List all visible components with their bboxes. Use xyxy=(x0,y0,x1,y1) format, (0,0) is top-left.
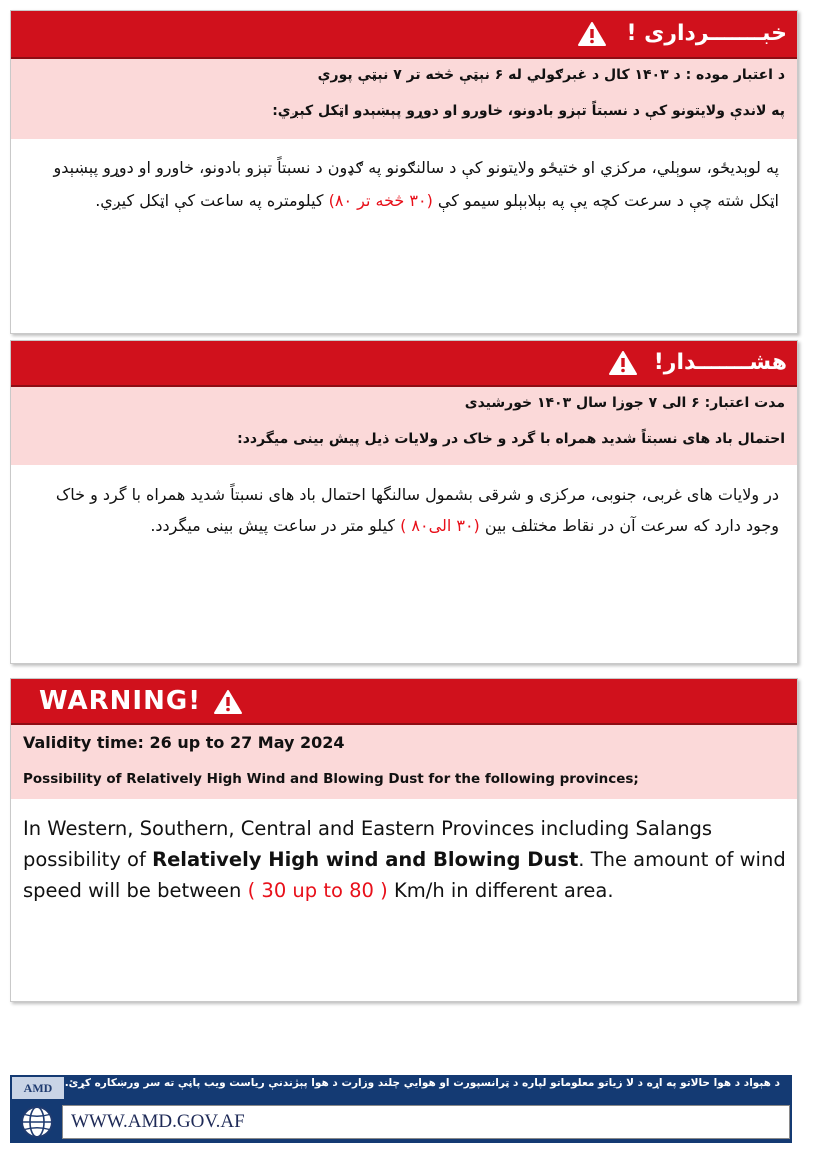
english-body-part3: Km/h in different area. xyxy=(387,879,614,902)
english-speed-range: ( 30 up to 80 ) xyxy=(247,879,388,902)
dari-body xyxy=(29,479,779,541)
dari-info-band xyxy=(11,387,797,465)
pashto-validity: د اعتبار موده : د ۱۴۰۳ کال د غبرګولي له ۶ نېټې څخه تر ۷ نېټې پورې xyxy=(317,67,785,83)
pashto-subtitle: په لاندې ولایتونو کې د نسبتاً تېزو بادونو، خاورو او دوړو پېښېدو اټکل کېږي: xyxy=(272,103,785,119)
dari-title-group xyxy=(608,350,787,376)
pashto-header-bar xyxy=(11,11,797,59)
dari-body-part1: در ولایات های غربی، جنوبی، مرکزی و شرقی بشمول سالنگها احتمال باد های نسبتاً شدید همراه با گرد و خاک وجود دارد که سرعت آن در نقاط مختلف بین xyxy=(55,485,779,535)
dari-body-part2: کیلو متر در ساعت پیش بینی میگردد. xyxy=(150,516,401,535)
footer-note: د هېواد د هوا حالاتو په اړه د لا زیاتو معلوماتو لپاره د ټرانسپورت او هوایي چلند وزارت د هوا پېژندنې ریاست ویب پاڼې ته سر ورښکاره کړئ. xyxy=(64,1077,780,1089)
english-title: WARNING! xyxy=(39,686,202,716)
dari-header-bar xyxy=(11,341,797,387)
globe-icon xyxy=(20,1105,54,1139)
pashto-title: خبـــــــرداری ! xyxy=(626,21,787,46)
warning-triangle-icon xyxy=(213,689,243,715)
english-body-part1: In Western, Southern, Central and Eastern Provinces including Salangs possibility of xyxy=(23,817,713,871)
pashto-body-part2: کیلومتره په ساعت کې اټکل کیږي. xyxy=(95,191,329,210)
english-validity: Validity time: 26 up to 27 May 2024 xyxy=(23,733,345,752)
english-title-group xyxy=(39,686,243,716)
dari-subtitle: احتمال باد های نسبتاً شدید همراه با گرد و خاک در ولایات ذیل پیش بینی میگردد: xyxy=(237,431,785,447)
english-body xyxy=(23,813,789,906)
pashto-body-part1: په لوېدیځو، سوېلي، مرکزي او ختیځو ولایتونو کې د سالنګونو په ګډون د نسبتاً تېزو بادونو، خاورو او دوړو پېښېدو اټکل شته چې د سرعت کچه یې په بېلابېلو سیمو کې xyxy=(53,158,779,210)
footer-banner xyxy=(10,1075,792,1143)
warning-triangle-icon xyxy=(608,350,638,376)
english-body-highlight: Relatively High wind and Blowing Dust xyxy=(152,848,579,871)
website-url-box[interactable] xyxy=(62,1105,790,1139)
pashto-warning-panel xyxy=(10,10,798,334)
english-info-band xyxy=(11,725,797,799)
warning-triangle-icon xyxy=(577,21,607,47)
amd-logo: AMD xyxy=(12,1077,64,1099)
pashto-body xyxy=(29,151,779,217)
dari-speed-range: (۳۰ الی۸۰ ) xyxy=(400,516,480,535)
english-warning-panel xyxy=(10,678,798,1002)
english-subtitle: Possibility of Relatively High Wind and Blowing Dust for the following provinces; xyxy=(23,771,639,787)
website-url-link[interactable]: WWW.AMD.GOV.AF xyxy=(71,1111,245,1132)
english-header-bar xyxy=(11,679,797,725)
dari-title: هشـــــــدار! xyxy=(653,350,787,375)
english-body-part2: . The amount of wind speed will be between xyxy=(23,848,786,902)
dari-validity: مدت اعتبار: ۶ الی ۷ جوزا سال ۱۴۰۳ خورشیدی xyxy=(464,395,785,411)
pashto-info-band xyxy=(11,59,797,139)
dari-warning-panel xyxy=(10,340,798,664)
pashto-speed-range: (۳۰ څخه تر ۸۰) xyxy=(328,191,433,210)
pashto-title-group xyxy=(577,21,787,47)
